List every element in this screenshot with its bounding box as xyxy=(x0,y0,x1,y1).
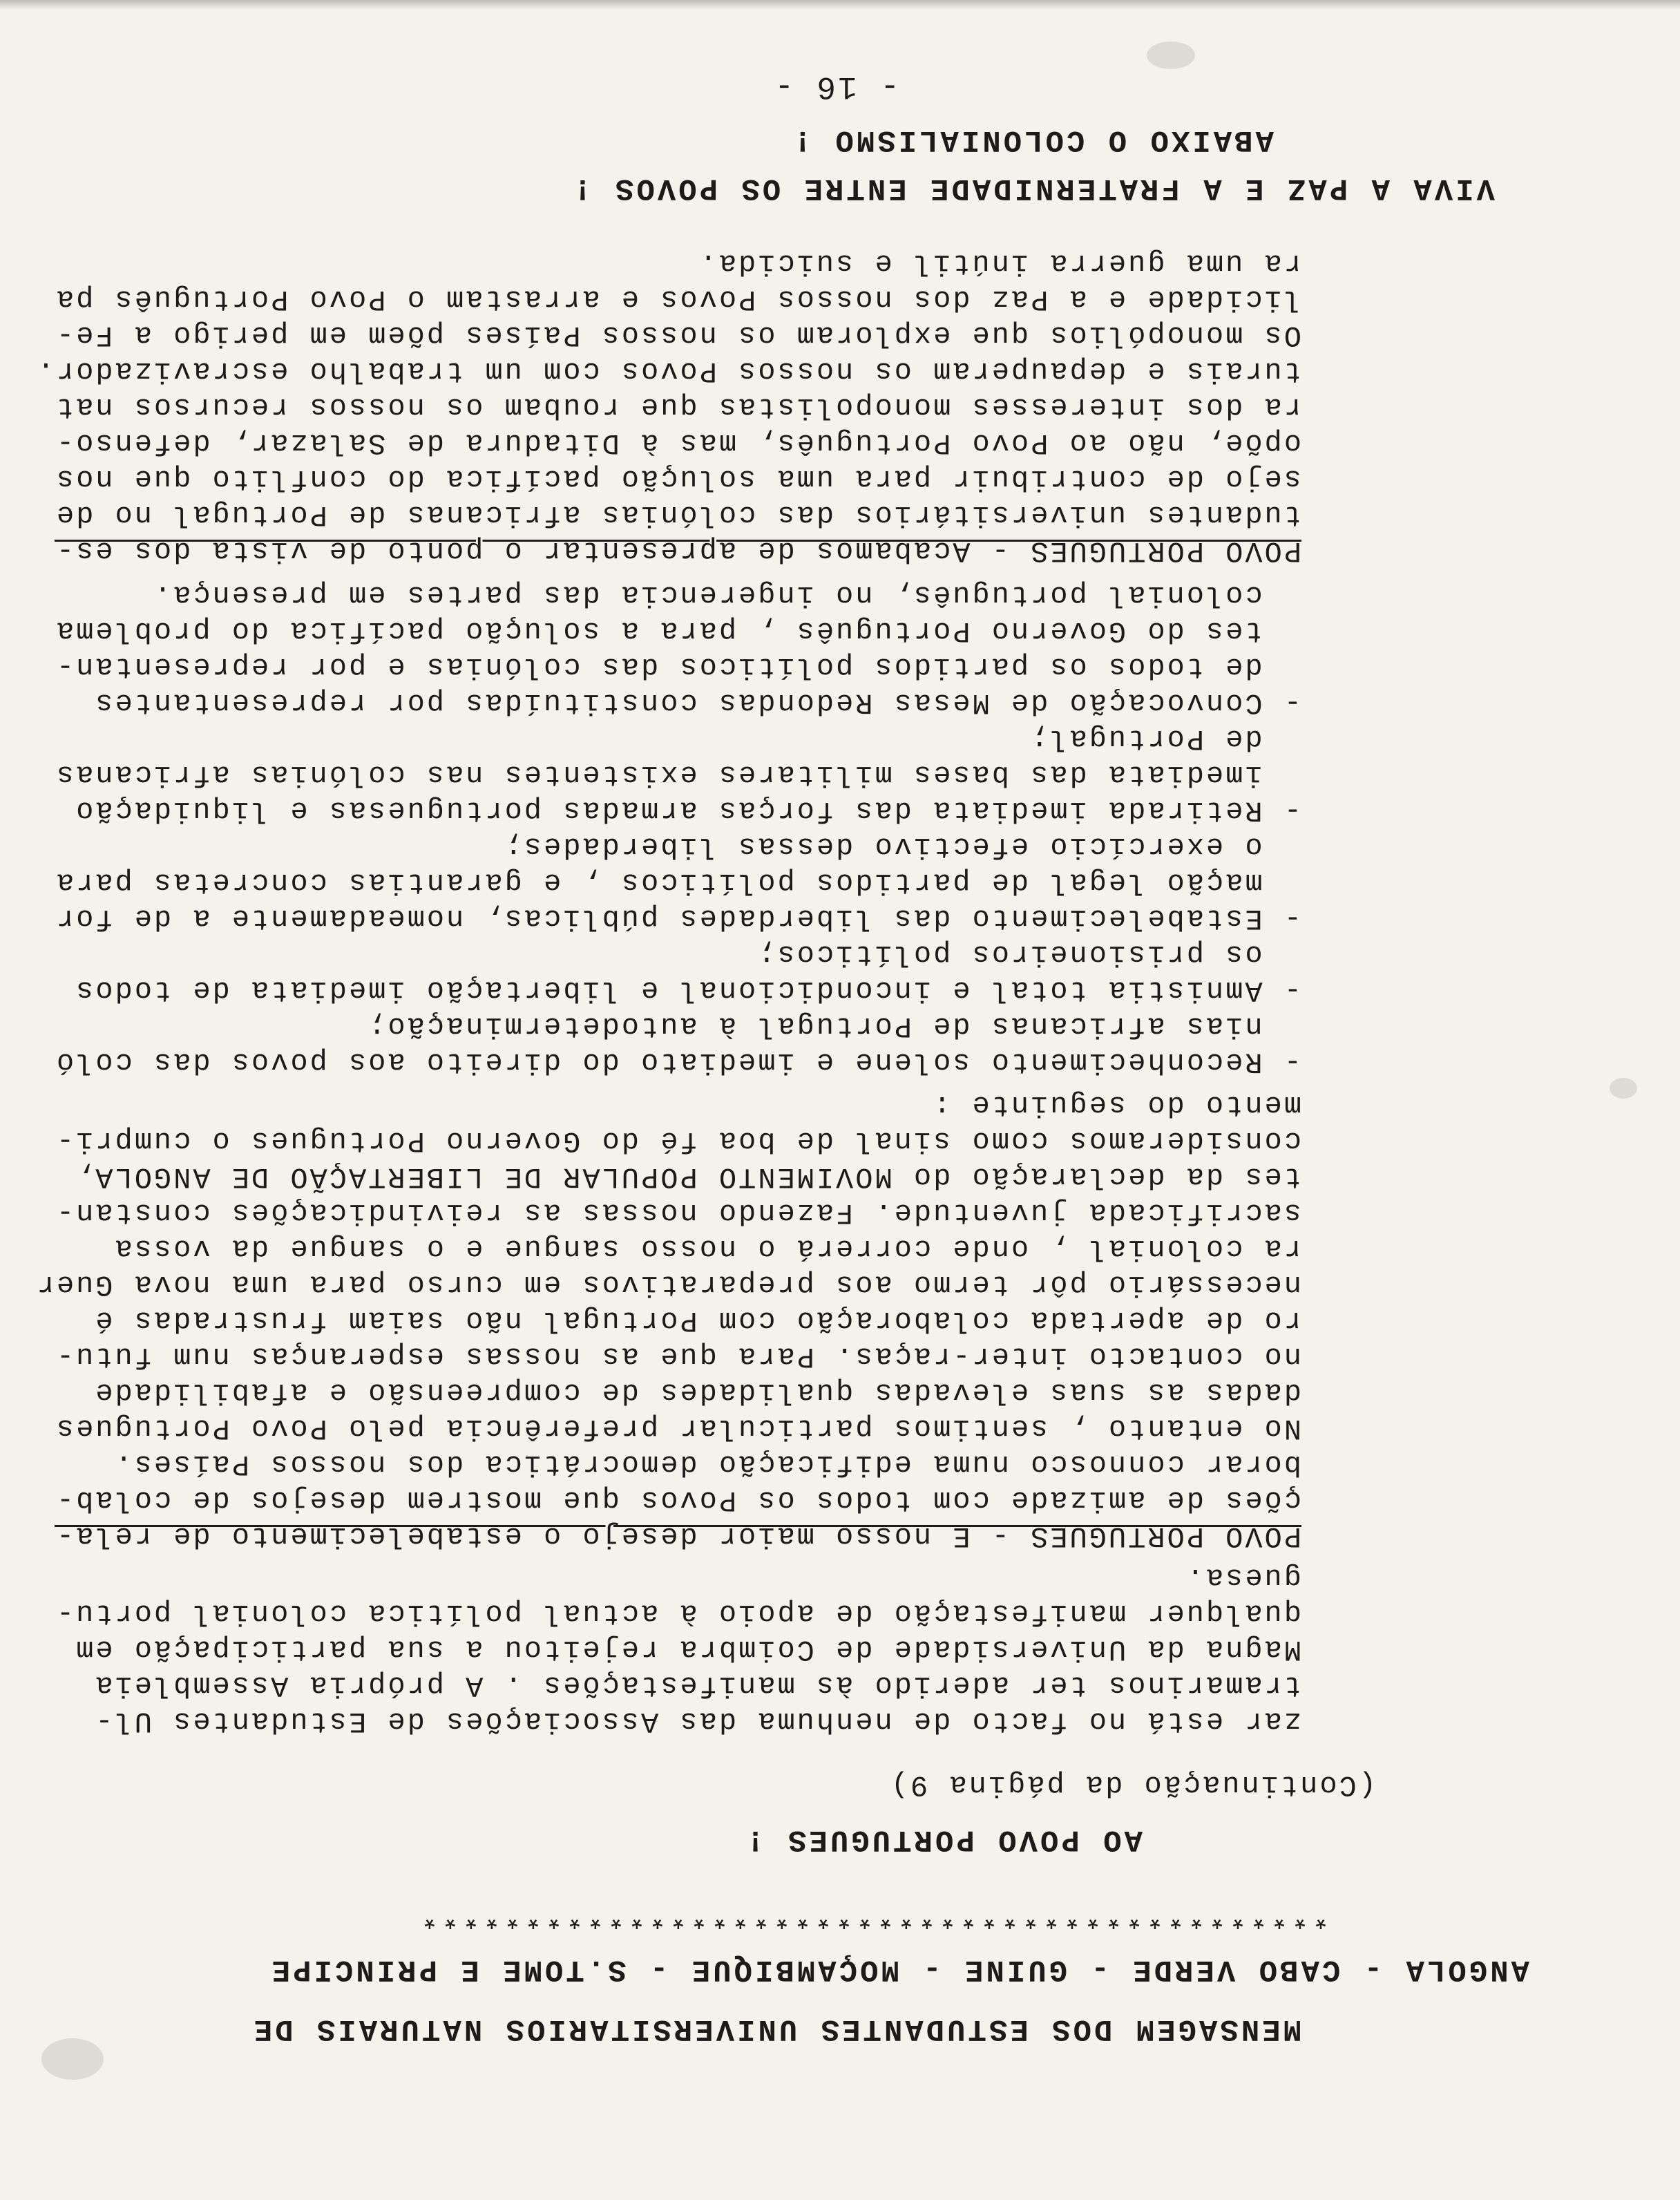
body-text-line: POVO PORTUGUES - E nosso maior desejo o estabelecimento de rela- xyxy=(54,1519,1301,1553)
body-text-line: de Portugal; xyxy=(1029,722,1301,755)
body-text-line: - Estabelecimento das liberdades públicas, nomeadamente a de for xyxy=(54,902,1301,935)
body-text-line: ra uma guerra inútil e suicida. xyxy=(697,247,1301,280)
body-text-line: necessário pôr termo aos preparativos em curso para uma nova Guer xyxy=(35,1268,1301,1301)
body-text-line: tes da declaração do MOVIMENTO POPULAR DE LIBERTAÇÃO DE ANGOLA, xyxy=(74,1160,1301,1193)
body-text-line: dadas as suas elevadas qualidades de compreensão e afabilidade xyxy=(93,1376,1301,1409)
body-text-line: opõe, não ao Povo Português, mas à Ditadura de Salazar, defenso- xyxy=(54,426,1301,459)
body-text-line: ra colonial , onde correrá o nosso sangue e o sangue da vossa xyxy=(113,1232,1301,1265)
body-text-line: - Retirada imediata das forças armadas portuguesas e liquidação xyxy=(74,794,1301,827)
body-text-line: consideramos como sinal de boa fé do Governo Portugues o cumpri- xyxy=(54,1124,1301,1157)
body-text-line: zar está no facto de nenhuma das Associações de Estudantes Ul- xyxy=(93,1705,1301,1738)
body-text-line: mento do seguinte : xyxy=(931,1088,1301,1121)
body-text-line: borar connosco numa edificação democrática dos nossos Países. xyxy=(113,1448,1301,1481)
body-text-line: no contacto inter-raças. Para que as nossas esperanças num futu- xyxy=(54,1340,1301,1373)
continuation-note: (Continuação da página 9) xyxy=(888,1768,1376,1801)
body-text-line: No entanto , sentimos particular preferência pelo Povo Portugues xyxy=(54,1412,1301,1445)
body-text-line: - Amnistia total e incondicional e libertação imediata de todos xyxy=(74,974,1301,1007)
body-text-line: de todos os partidos políticos das colónias e por representan- xyxy=(54,650,1301,683)
closing-line-2: ABAIXO O COLONIALISMO ! xyxy=(790,122,1274,157)
body-text-line: ro de apertada colaboração com Portugal não saiam frustradas é xyxy=(93,1304,1301,1337)
body-text-line: colonial português, no ingerencia das partes em presença. xyxy=(151,578,1301,611)
heading: AO POVO PORTUGUES ! xyxy=(743,1822,1143,1857)
body-text-line: guesa. xyxy=(1184,1561,1301,1594)
body-text-line: Os monopólios que exploram os nossos Países põem em perigo a Fe- xyxy=(54,319,1301,352)
body-text-line: nias africanas de Portugal à autodeterminação; xyxy=(366,1009,1301,1043)
closing-line-1: VIVA A PAZ E A FRATERNIDADE ENTRE OS POVOS ! xyxy=(571,171,1495,205)
body-text-line: qualquer manifestação de apoio à actual política colonial portu- xyxy=(54,1597,1301,1630)
body-text-line: os prisioneiros políticos; xyxy=(756,938,1301,971)
body-text-line: sacrificada juventude. Fazendo nossas as reivindicações constan- xyxy=(54,1196,1301,1229)
body-text-line: - Reconhecimento solene e imediato do direito aos povos das coló xyxy=(54,1045,1301,1079)
body-text-line: ra dos interesses monopolistas que roubam os nossos recursos nat xyxy=(54,390,1301,424)
stars-divider: ******************************************** xyxy=(417,1900,1329,1931)
body-text-line: ções de amizade com todos os Povos que mostrem desejos de colab- xyxy=(54,1483,1301,1517)
body-text-line: turais e depauperam os nossos Povos com um trabalho escravizador. xyxy=(35,354,1301,388)
document-title-line-1: MENSAGEM DOS ESTUDANTES UNIVERSITARIOS NATURAIS DE xyxy=(251,2011,1301,2046)
body-text-line: tramarinos ter aderido às manifestações . A própria Assembleia xyxy=(93,1669,1301,1702)
body-text-line: o exercício efectivo dessas liberdades; xyxy=(502,830,1301,863)
body-text-line: Magna da Universidade de Coimbra rejeitou a sua participação em xyxy=(74,1633,1301,1666)
body-text-line: tudantes universitários das colónias africanas de Portugal no de xyxy=(54,498,1301,531)
body-text-line: tes do Governo Português , para a solução pacífica do problema xyxy=(54,614,1301,647)
body-text-line: mação legal de partidos políticos , e garantias concretas para xyxy=(54,866,1301,899)
body-text-line: imediata das bases militares existentes nas colónias africanas xyxy=(54,758,1301,791)
body-text-line: licidade e a Paz dos nossos Povos e arrastam o Povo Português pa xyxy=(54,283,1301,316)
body-text-line: - Convocação de Mesas Redondas constituídas por representantes xyxy=(93,686,1301,719)
document-title-line-2: ANGOLA - CABO VERDE - GUINE - MOÇAMBIQUE - S.TOME E PRINCIPE xyxy=(269,1952,1529,1986)
body-text-line: sejo de contribuir para uma solução pacífica do conflito que nos xyxy=(54,462,1301,495)
page-number: - 16 - xyxy=(772,68,899,104)
body-text-line: POVO PORTUGUES - Acabamos de apresentar o ponto de vista dos es- xyxy=(54,534,1301,567)
